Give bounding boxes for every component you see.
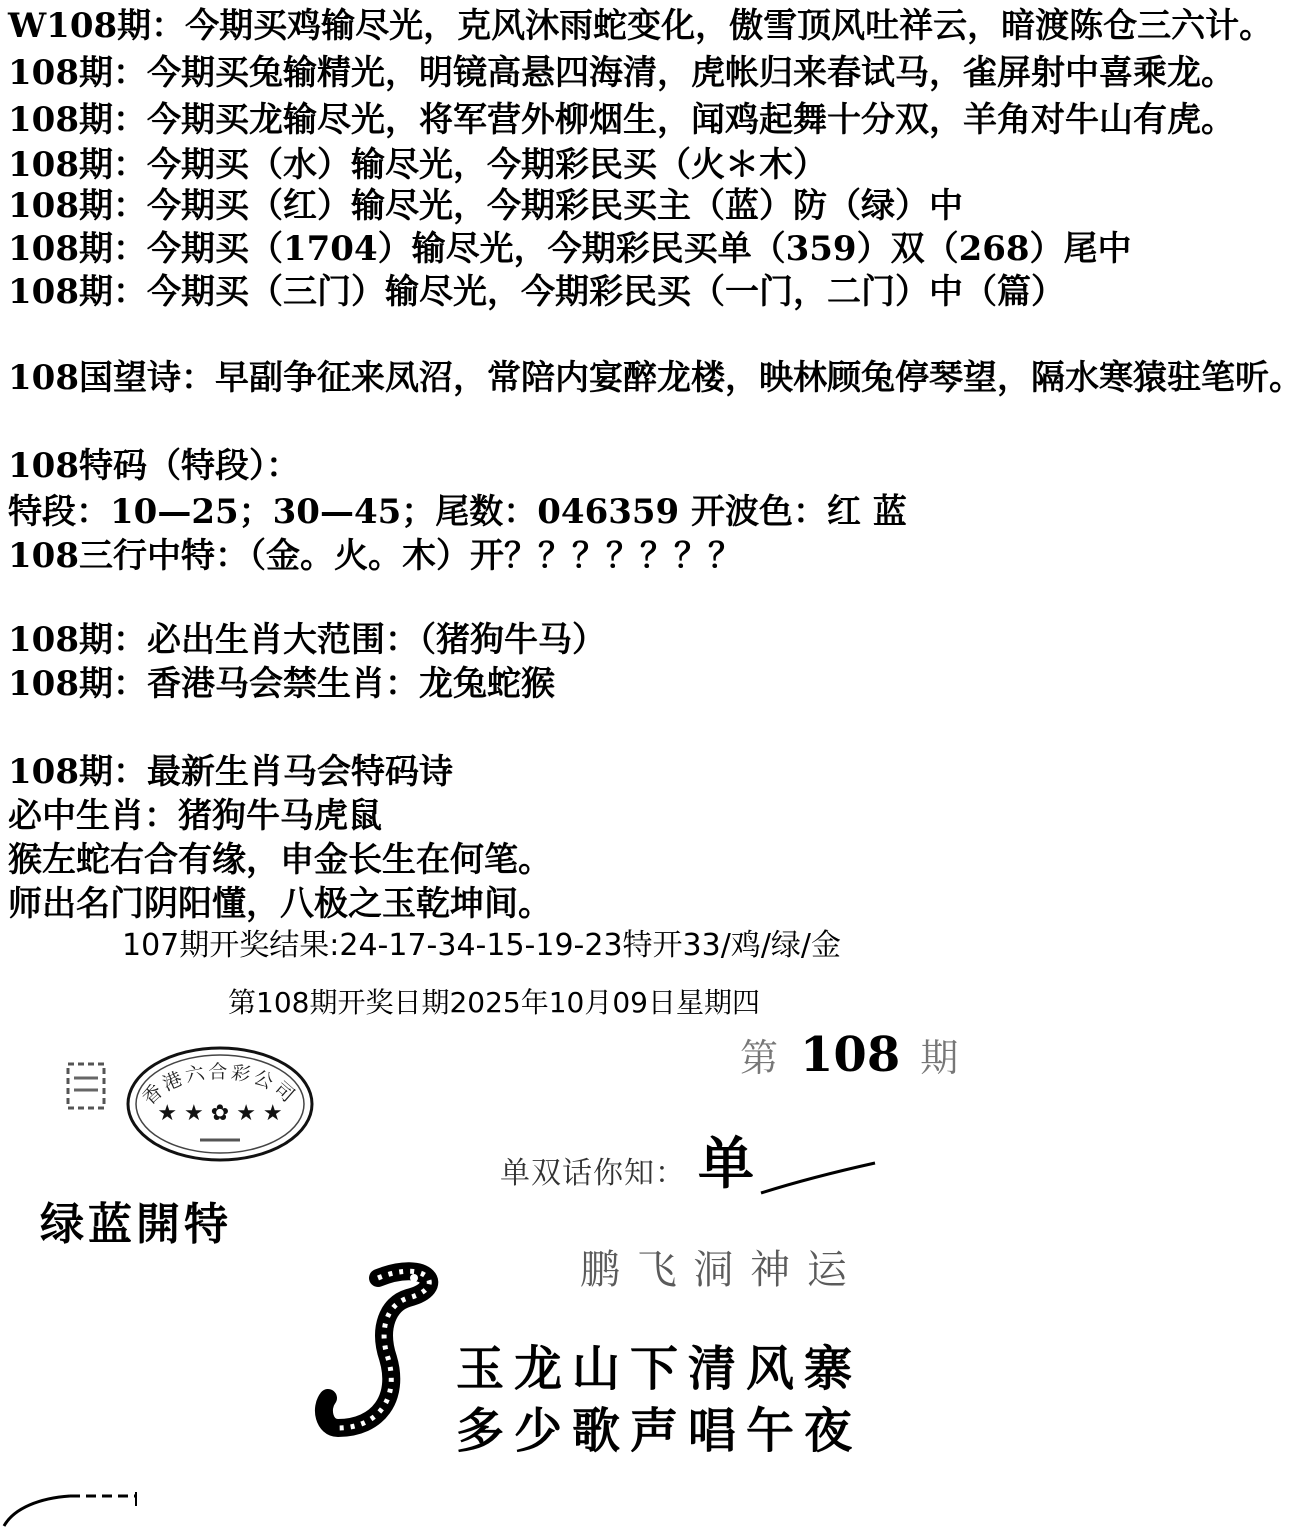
seal-text: 香港六合彩公司 bbox=[138, 1061, 301, 1110]
zodiac-banned: 108期：香港马会禁生肖：龙兔蛇猴 bbox=[8, 664, 555, 704]
previous-result: 107期开奖结果:24-17-34-15-19-23特开33/鸡/绿/金 bbox=[122, 928, 842, 963]
poem-verse-2: 多少歌声唱午夜 bbox=[456, 1403, 863, 1459]
brush-stroke-icon bbox=[759, 1159, 879, 1199]
special-range: 特段：10—25；30—45；尾数：046359 开波色：红 蓝 bbox=[8, 492, 907, 532]
brush-calligraphy: 鹏 飞 洞 神 运 bbox=[580, 1247, 849, 1293]
svg-text:★ ★ ✿ ★ ★: ★ ★ ✿ ★ ★ bbox=[157, 1101, 283, 1126]
tip-line-6: 108期：今期买（1704）输尽光，今期彩民买单（359）双（268）尾中 bbox=[8, 229, 1132, 269]
draw-date: 第108期开奖日期2025年10月09日星期四 bbox=[228, 986, 760, 1019]
special-code-heading: 108特码（特段）： bbox=[8, 446, 300, 486]
company-seal-icon bbox=[122, 1042, 318, 1166]
zodiac-range: 108期：必出生肖大范围：（猪狗牛马） bbox=[8, 620, 606, 660]
poem-line-1: 猴左蛇右合有缘，申金长生在何笔。 bbox=[8, 840, 552, 880]
small-stamp-icon bbox=[62, 1056, 112, 1116]
issue-suffix: 期 bbox=[920, 1036, 961, 1080]
poem-verse-1: 玉龙山下清风寨 bbox=[456, 1341, 863, 1397]
tip-line-5: 108期：今期买（红）输尽光，今期彩民买主（蓝）防（绿）中 bbox=[8, 186, 963, 226]
tip-line-3: 108期：今期买龙输尽光，将军营外柳烟生，闻鸡起舞十分双，羊角对牛山有虎。 bbox=[8, 100, 1235, 140]
snake-icon bbox=[318, 1258, 448, 1438]
issue-number-mark bbox=[740, 1026, 960, 1087]
must-zodiac: 必中生肖：猪狗牛马虎鼠 bbox=[8, 796, 382, 836]
corner-ornament-icon bbox=[0, 1488, 150, 1527]
tip-line-4: 108期：今期买（水）输尽光，今期彩民买（火＊木） bbox=[8, 145, 827, 185]
odd-even-label: 单双话你知： bbox=[500, 1156, 686, 1191]
three-elements: 108三行中特：（金。火。木）开？？？？？？？ bbox=[8, 536, 742, 576]
odd-even-hint bbox=[500, 1120, 879, 1200]
issue-number: 108 bbox=[800, 1027, 901, 1083]
odd-even-value: 单 bbox=[698, 1131, 754, 1197]
poem-line-2: 师出名门阴阳懂，八极之玉乾坤间。 bbox=[8, 884, 552, 924]
green-blue-special: 绿蓝開特 bbox=[40, 1199, 232, 1250]
poem-guowang: 108国望诗：早副争征来凤沼，常陪内宴醉龙楼，映林顾兔停琴望，隔水寒猿驻笔听。 bbox=[8, 358, 1303, 398]
tip-line-7: 108期：今期买（三门）输尽光，今期彩民买（一门，二门）中（篇） bbox=[8, 272, 1065, 312]
tip-line-2: 108期：今期买兔输精光，明镜高悬四海清，虎帐归来春试马，雀屏射中喜乘龙。 bbox=[8, 53, 1235, 93]
zodiac-poem-heading: 108期：最新生肖马会特码诗 bbox=[8, 752, 453, 792]
tip-line-1: W108期：今期买鸡输尽光，克风沐雨蛇变化，傲雪顶风吐祥云，暗渡陈仓三六计。 bbox=[8, 6, 1274, 46]
issue-prefix: 第 bbox=[740, 1036, 781, 1080]
